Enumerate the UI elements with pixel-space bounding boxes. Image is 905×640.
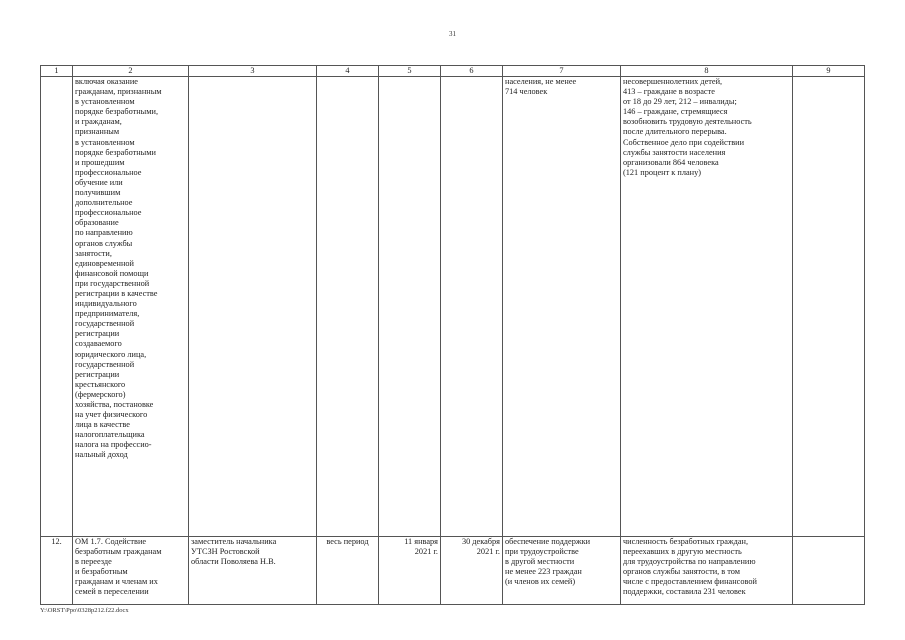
- column-header: 8: [621, 66, 793, 77]
- table-header-row: [41, 66, 865, 77]
- column-header: 2: [73, 66, 189, 77]
- report-table: [40, 65, 865, 605]
- column-header: 7: [503, 66, 621, 77]
- row-number-cell: [41, 77, 73, 537]
- start-date-cell: [379, 77, 441, 537]
- page-number: 31: [449, 30, 456, 38]
- notes-cell: [793, 77, 865, 537]
- column-header: 9: [793, 66, 865, 77]
- actual-result-cell: несовершеннолетних детей, 413 – граждане в возрасте от 18 до 29 лет, 212 – инвалиды; 146 – граждане, стремящиеся возобновить трудовую деятельность после длительного перерыва. Собственное дело при содействии службы занятости населения организовали 864 человека (121 процент к плану): [621, 77, 793, 537]
- measure-name-cell: ОМ 1.7. Содействие безработным гражданам в переезде и безработным гражданам и членам их семей в переселении: [73, 537, 189, 605]
- column-header: 1: [41, 66, 73, 77]
- row-number-cell: 12.: [41, 537, 73, 605]
- column-header: 3: [189, 66, 317, 77]
- start-date-cell: 11 января 2021 г.: [379, 537, 441, 605]
- footer-file-path: Y:\ORST\Ppo\0328p212.f22.docx: [40, 607, 129, 614]
- expected-result-cell: обеспечение поддержки при трудоустройстве в другой местности не менее 223 граждан (и членов их семей): [503, 537, 621, 605]
- notes-cell: [793, 537, 865, 605]
- table-row-continuation: [41, 77, 865, 537]
- end-date-cell: [441, 77, 503, 537]
- column-header: 6: [441, 66, 503, 77]
- responsible-cell: заместитель начальника УТСЗН Ростовской области Поволяева Н.В.: [189, 537, 317, 605]
- column-header: 4: [317, 66, 379, 77]
- table-row-12: [41, 537, 865, 605]
- period-cell: [317, 77, 379, 537]
- responsible-cell: [189, 77, 317, 537]
- measure-name-cell: включая оказание гражданам, признанным в установленном порядке безработными, и гражданам, признанным в установленном порядке безработными и прошедшим профессиональное обучение или получившим дополнительное профессиональное образование по направлению органов службы занятости, единовременной финансовой помощи при государственной регистрации в качестве индивидуального предпринимателя, государственной регистрации создаваемого юридического лица, государственной регистрации крестьянского (фермерского) хозяйства, постановке на учет физического лица в качестве налогоплательщика налога на профессио- нальный доход: [73, 77, 189, 537]
- period-cell: весь период: [317, 537, 379, 605]
- end-date-cell: 30 декабря 2021 г.: [441, 537, 503, 605]
- expected-result-cell: населения, не менее 714 человек: [503, 77, 621, 537]
- column-header: 5: [379, 66, 441, 77]
- actual-result-cell: численность безработных граждан, переехавших в другую местность для трудоустройства по направлению органов службы занятости, в том числе с предоставлением финансовой поддержки, составила 231 человек: [621, 537, 793, 605]
